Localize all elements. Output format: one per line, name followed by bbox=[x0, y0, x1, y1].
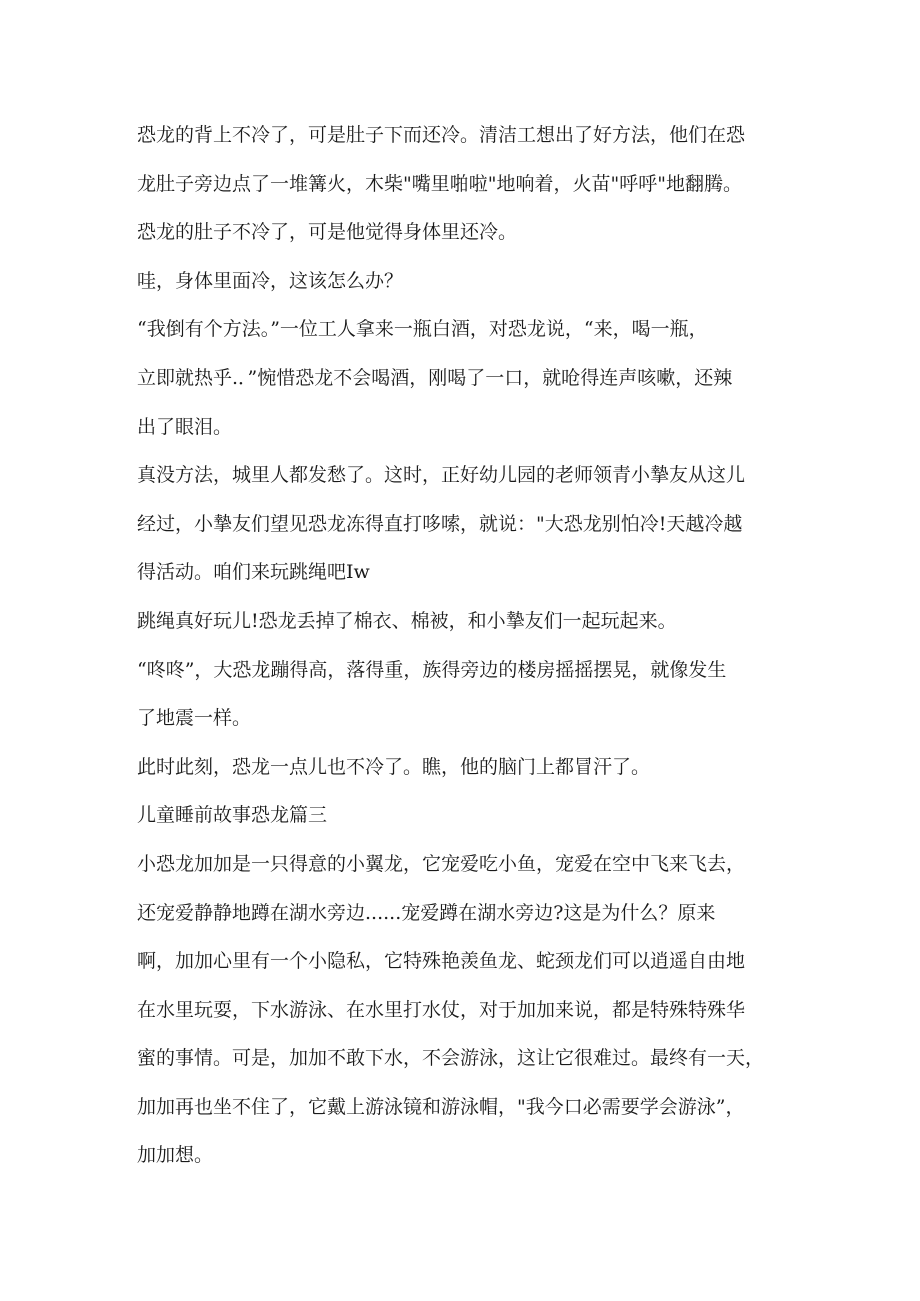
text-line: 出了眼泪。 bbox=[137, 415, 233, 438]
text-line: 恐龙的背上不冷了，可是肚子下而还冷。清洁工想出了好方法，他们在恐 bbox=[137, 124, 746, 146]
text-line: 还宠爱静静地蹲在湖水旁边......宠爱蹲在湖水旁边?这是为什么？原来 bbox=[137, 901, 716, 924]
text-line: 小恐龙加加是一只得意的小翼龙，它宠爱吃小鱼，宠爱在空中飞来飞去， bbox=[137, 852, 746, 875]
text-line: 加加想。 bbox=[137, 1144, 214, 1167]
text-line: 立即就热乎.．”惋惜恐龙不会喝酒，刚喝了一口，就呛得连声咳嗽，还辣 bbox=[137, 366, 733, 389]
text-line: 龙肚子旁边点了一堆篝火，木柴"嘴里啪啦"地响着，火苗"呼呼"地翻腾。 bbox=[137, 172, 742, 195]
text-line: 真没方法，城里人都发愁了。这时，正好幼儿园的老师领青小摯友从这儿 bbox=[137, 464, 746, 487]
text-line: 经过，小摯友们望见恐龙冻得直打哆嗦，就说："大恐龙别怕冷!天越冷越 bbox=[137, 512, 743, 535]
text-line: “我倒有个方法。”一位工人拿来一瓶白酒，对恐龙说，“来，喝一瓶， bbox=[137, 318, 708, 341]
text-line: 恐龙的肚子不冷了，可是他觉得身体里还冷。 bbox=[137, 221, 518, 244]
text-line: “咚咚”，大恐龙蹦得高，落得重，族得旁边的楼房摇摇摆晃，就像发生 bbox=[137, 658, 727, 681]
text-line: 在水里玩耍，下水游泳、在水里打水仗，对于加加来说，都是特殊特殊华 bbox=[137, 998, 746, 1021]
section-heading: 儿童睡前故事恐龙篇三 bbox=[137, 804, 328, 827]
text-line: 此时此刻，恐龙一点儿也不冷了。瞧，他的脑门上都冒汗了。 bbox=[137, 755, 651, 778]
text-line: 啊，加加心里有一个小隐私，它特殊艳羡鱼龙、蛇颈龙们可以逍遥自由地 bbox=[137, 950, 746, 973]
text-line: 加加再也坐不住了，它戴上游泳镜和游泳帽，"我今口必需要学会游泳”， bbox=[137, 1095, 745, 1118]
text-line: 跳绳真好玩儿!恐龙丢掉了棉衣、棉被，和小摯友们一起玩起来。 bbox=[137, 609, 677, 632]
text-line: 了地震一样。 bbox=[137, 707, 252, 730]
text-line: 哇，身体里面冷，这该怎么办？ bbox=[137, 269, 404, 292]
text-line: 得活动。咱们来玩跳绳吧Iw bbox=[137, 561, 370, 584]
story-text bbox=[137, 118, 787, 1187]
text-line: 蜜的事情。可是，加加不敢下水，不会游泳，这让它很难过。最终有一天， bbox=[137, 1047, 765, 1070]
